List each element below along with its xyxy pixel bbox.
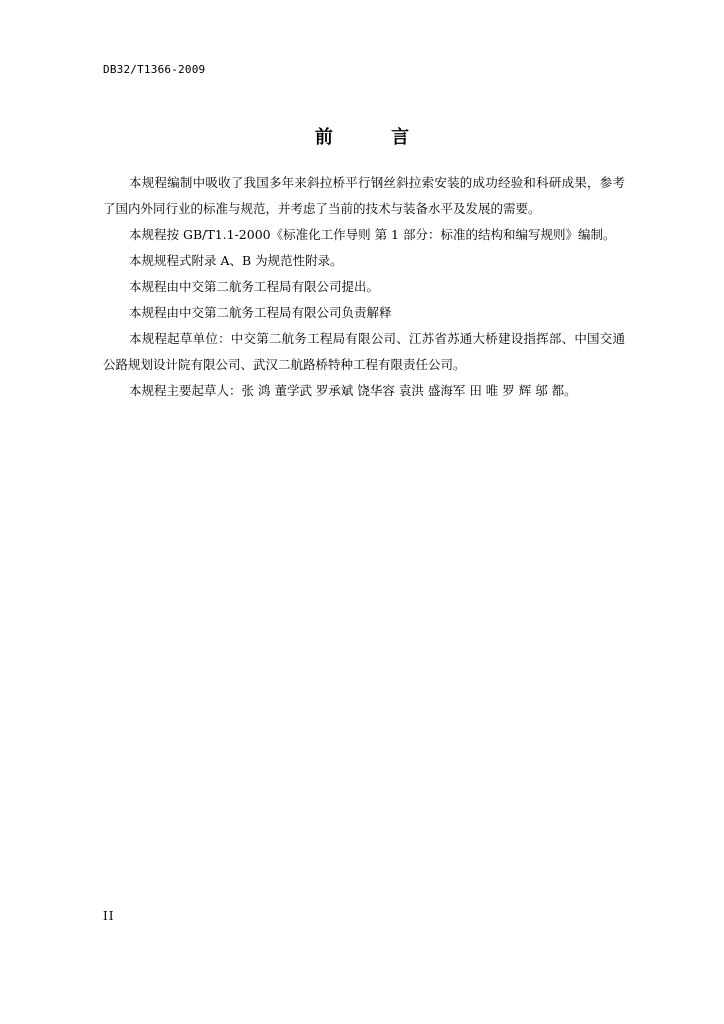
document-code: DB32/T1366-2009 xyxy=(103,63,206,76)
paragraph-proposer: 本规程由中交第二航务工程局有限公司提出。 xyxy=(129,279,380,294)
foreword-body xyxy=(103,170,625,404)
paragraph-drafters: 本规程主要起草人：张 鸿 董学武 罗承斌 饶华容 袁洪 盛海军 田 唯 罗 辉 邬 都。 xyxy=(129,383,577,398)
paragraph-interpreter: 本规程由中交第二航务工程局有限公司负责解释 xyxy=(129,305,392,320)
page-number: II xyxy=(103,909,115,923)
paragraph-standard-basis: 本规程按 GB/T1.1-2000《标准化工作导则 第 1 部分：标准的结构和编写规则》编制。 xyxy=(129,227,616,242)
paragraph-appendix: 本规规程式附录 A、B 为规范性附录。 xyxy=(129,253,343,268)
paragraph-drafting-units: 本规程起草单位：中交第二航务工程局有限公司、江苏省苏通大桥建设指挥部、中国交通公路规划设计院有限公司、武汉二航路桥特种工程有限责任公司。 xyxy=(103,331,625,372)
page-title: 前 言 xyxy=(314,127,436,148)
paragraph-intro: 本规程编制中吸收了我国多年来斜拉桥平行钢丝斜拉索安装的成功经验和科研成果，参考了国内外同行业的标准与规范，并考虑了当前的技术与装备水平及发展的需要。 xyxy=(103,175,625,216)
